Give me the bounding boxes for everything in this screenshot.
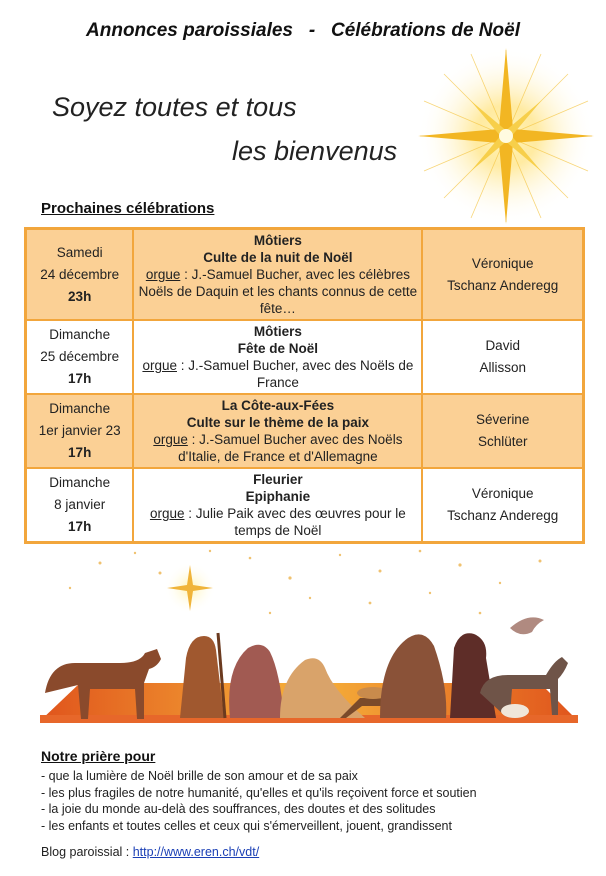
music-label: orgue (145, 267, 181, 282)
officiant-cell (422, 229, 583, 321)
officiant-cell (422, 320, 583, 394)
music-text: : J.-Samuel Bucher, avec les célèbres Noëls de Daquin et les chants connus de cette fête… (138, 267, 418, 316)
table-row (26, 229, 584, 321)
officiant-last: Schlüter (477, 434, 528, 449)
event-name: Culte de la nuit de Noël (203, 250, 353, 265)
date-cell (26, 468, 134, 543)
list-item: - la joie du monde au-delà des souffrances, des doutes et des solitudes (41, 801, 477, 818)
music-label: orgue (142, 358, 177, 373)
blog-line (41, 845, 259, 859)
officiant-last: Tschanz Anderegg (447, 508, 559, 523)
music-info (138, 266, 417, 317)
table-row (26, 320, 584, 394)
nativity-scene-image (40, 543, 578, 733)
time: 17h (68, 519, 92, 534)
place: Fleurier (253, 472, 303, 487)
welcome-line-2: les bienvenus (232, 136, 398, 166)
music-text: : J.-Samuel Bucher, avec des Noëls de France (176, 358, 414, 390)
officiant-last: Tschanz Anderegg (447, 277, 559, 293)
date: 1er janvier 23 (38, 423, 121, 438)
celebrations-table (24, 227, 585, 544)
event-cell (133, 320, 422, 394)
table-row (26, 394, 584, 468)
officiant-first: Véronique (471, 486, 534, 501)
place: Môtiers (253, 324, 302, 339)
event-name: Epiphanie (245, 489, 311, 504)
music-info (138, 431, 417, 465)
time: 23h (68, 288, 92, 304)
day: Samedi (56, 244, 103, 260)
section-title: Prochaines célébrations (41, 200, 215, 217)
prayer-title: Notre prière pour (41, 748, 156, 764)
date-cell (26, 320, 134, 394)
welcome-line-1: Soyez toutes et tous (52, 92, 297, 122)
event-name: Culte sur le thème de la paix (186, 415, 370, 430)
date: 25 décembre (40, 349, 120, 364)
officiant-first: Véronique (471, 255, 534, 271)
place: Môtiers (253, 233, 302, 248)
music-text: : J.-Samuel Bucher avec des Noëls d'Italie, de France et d'Allemagne (178, 432, 403, 464)
officiant-first: Séverine (476, 412, 530, 427)
date-cell (26, 229, 134, 321)
event-cell (133, 468, 422, 543)
date-cell (26, 394, 134, 468)
music-text: : Julie Paik avec des œuvres pour le temps de Noël (184, 506, 406, 538)
table-row (26, 468, 584, 543)
star-icon (416, 46, 596, 226)
officiant-cell (422, 468, 583, 543)
day: Dimanche (49, 327, 111, 342)
music-info (138, 505, 417, 539)
date: 24 décembre (40, 266, 120, 282)
day: Dimanche (49, 475, 111, 490)
officiant-cell (422, 394, 583, 468)
music-info (138, 357, 417, 391)
place: La Côte-aux-Fées (221, 398, 335, 413)
list-item: - que la lumière de Noël brille de son amour et de sa paix (41, 768, 477, 785)
event-name: Fête de Noël (237, 341, 319, 356)
officiant-last: Allisson (479, 360, 526, 375)
blog-label: Blog paroissial : (41, 845, 133, 859)
blog-link[interactable]: http://www.eren.ch/vdt/ (132, 845, 260, 859)
time: 17h (68, 445, 92, 460)
date: 8 janvier (54, 497, 106, 512)
list-item: - les enfants et toutes celles et ceux qui s'émerveillent, jouent, grandissent (41, 818, 477, 835)
page-title: Annonces paroissiales - Célébrations de Noël (86, 20, 520, 41)
list-item: - les plus fragiles de notre humanité, qu'elles et qu'ils reçoivent force et soutien (41, 785, 477, 802)
music-label: orgue (149, 506, 185, 521)
day: Dimanche (49, 401, 111, 416)
prayer-list (41, 768, 477, 834)
event-cell (133, 229, 422, 321)
event-cell (133, 394, 422, 468)
time: 17h (68, 371, 92, 386)
officiant-first: David (485, 338, 520, 353)
music-label: orgue (153, 432, 188, 447)
